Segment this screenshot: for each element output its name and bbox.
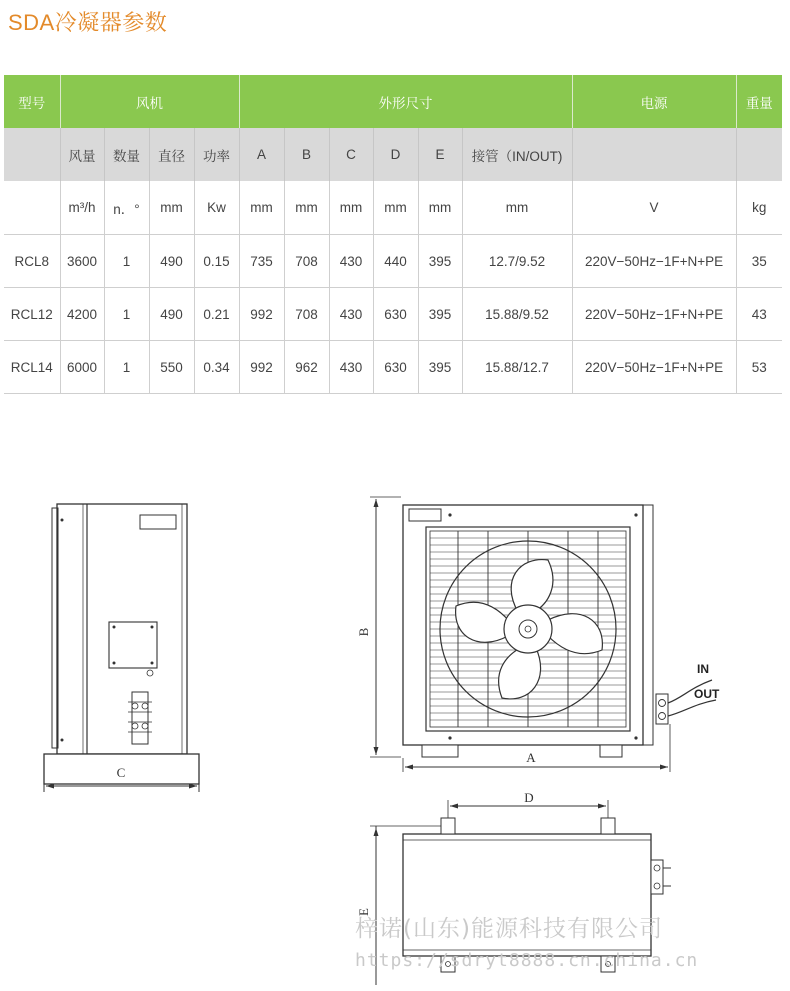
- table-cell: 430: [329, 341, 373, 394]
- table-cell: 490: [149, 235, 194, 288]
- front-view-drawing: [356, 497, 720, 772]
- dimension-label-c: C: [116, 765, 126, 780]
- sub-header-cell: 功率: [194, 128, 239, 181]
- table-cell: 440: [373, 235, 418, 288]
- sub-header-cell: B: [284, 128, 329, 181]
- header-power-supply: 电源: [572, 75, 736, 128]
- unit-cell: mm: [149, 181, 194, 235]
- header-weight: 重量: [736, 75, 782, 128]
- label-out: OUT: [694, 687, 720, 701]
- unit-cell: Kw: [194, 181, 239, 235]
- watermark-url: https://sdryt8888.cn.china.cn: [355, 950, 699, 971]
- table-cell: 992: [239, 341, 284, 394]
- table-cell: 220V−50Hz−1F+N+PE: [572, 288, 736, 341]
- header-model: 型号: [4, 75, 60, 128]
- table-cell: 630: [373, 341, 418, 394]
- table-cell: 708: [284, 288, 329, 341]
- table-cell: 15.88/9.52: [462, 288, 572, 341]
- table-cell: 430: [329, 235, 373, 288]
- unit-cell: V: [572, 181, 736, 235]
- table-cell: 220V−50Hz−1F+N+PE: [572, 341, 736, 394]
- table-cell: 992: [239, 288, 284, 341]
- table-cell: 630: [373, 288, 418, 341]
- table-cell: 395: [418, 341, 462, 394]
- table-cell: 430: [329, 288, 373, 341]
- unit-cell: n．°: [104, 181, 149, 235]
- table-cell: 0.34: [194, 341, 239, 394]
- sub-header-cell: 数量: [104, 128, 149, 181]
- page-title: SDA冷凝器参数: [8, 10, 168, 35]
- watermark-company: 梓诺(山东)能源科技有限公司: [355, 916, 663, 942]
- table-cell: 53: [736, 341, 782, 394]
- unit-cell: m³/h: [60, 181, 104, 235]
- table-cell: 0.21: [194, 288, 239, 341]
- unit-cell: kg: [736, 181, 782, 235]
- sub-header-cell: 风量: [60, 128, 104, 181]
- unit-cell: mm: [239, 181, 284, 235]
- sub-header-cell: E: [418, 128, 462, 181]
- dimension-label-d: D: [524, 790, 534, 805]
- sub-header-cell: 直径: [149, 128, 194, 181]
- table-cell: 0.15: [194, 235, 239, 288]
- table-cell: 735: [239, 235, 284, 288]
- table-cell: 35: [736, 235, 782, 288]
- table-cell: RCL8: [4, 235, 60, 288]
- table-cell: 220V−50Hz−1F+N+PE: [572, 235, 736, 288]
- table-cell: 395: [418, 235, 462, 288]
- table-cell: 4200: [60, 288, 104, 341]
- sub-header-cell: A: [239, 128, 284, 181]
- unit-cell: mm: [462, 181, 572, 235]
- table-cell: 12.7/9.52: [462, 235, 572, 288]
- table-cell: 6000: [60, 341, 104, 394]
- unit-cell: mm: [284, 181, 329, 235]
- sub-header-cell: 接管（IN/OUT): [462, 128, 572, 181]
- dimension-label-b: B: [356, 627, 371, 637]
- table-cell: 550: [149, 341, 194, 394]
- table-cell: 3600: [60, 235, 104, 288]
- table-cell: 15.88/12.7: [462, 341, 572, 394]
- table-cell: 395: [418, 288, 462, 341]
- table-cell: 962: [284, 341, 329, 394]
- unit-cell: mm: [418, 181, 462, 235]
- table-cell: RCL12: [4, 288, 60, 341]
- label-in: IN: [697, 662, 709, 676]
- header-dimensions: 外形尺寸: [239, 75, 572, 128]
- table-cell: 1: [104, 288, 149, 341]
- table-cell: 43: [736, 288, 782, 341]
- dimension-label-a: A: [526, 750, 536, 765]
- table-cell: 1: [104, 341, 149, 394]
- unit-cell: mm: [329, 181, 373, 235]
- unit-cell: mm: [373, 181, 418, 235]
- header-fan: 风机: [60, 75, 239, 128]
- side-view-drawing: [44, 504, 199, 792]
- table-cell: 490: [149, 288, 194, 341]
- table-cell: 708: [284, 235, 329, 288]
- sub-header-cell: D: [373, 128, 418, 181]
- table-cell: RCL14: [4, 341, 60, 394]
- sub-header-cell: C: [329, 128, 373, 181]
- table-cell: 1: [104, 235, 149, 288]
- dimension-label-e: E: [356, 908, 371, 916]
